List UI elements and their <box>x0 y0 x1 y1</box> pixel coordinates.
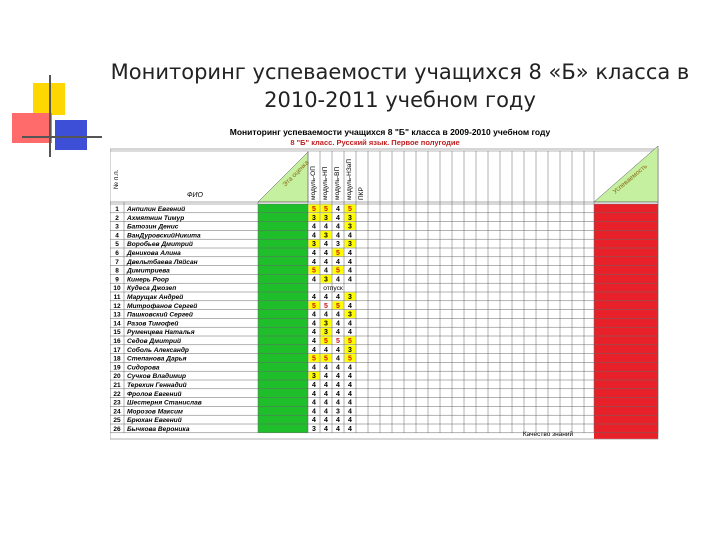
decor-red-square <box>12 113 52 143</box>
module-headers <box>310 159 365 200</box>
grades-sheet <box>110 124 670 449</box>
absence-note: отпуск <box>323 285 343 293</box>
grade-cell: 5 <box>324 302 328 310</box>
row-number: 24 <box>113 408 121 416</box>
table-row <box>113 301 352 310</box>
grade-cell: 4 <box>336 373 340 381</box>
grade-cell: 4 <box>312 382 316 389</box>
table-row <box>113 319 352 328</box>
table-row <box>115 231 352 240</box>
table-row <box>115 222 355 231</box>
grade-cell: 3 <box>324 329 328 337</box>
student-name: Анпилин Евгений <box>127 206 186 213</box>
num-header: № п.п. <box>113 169 120 189</box>
row-number: 17 <box>113 346 121 354</box>
grade-cell: 3 <box>324 320 328 328</box>
grade-cell: 4 <box>312 338 316 345</box>
table-row <box>113 337 355 346</box>
row-number: 10 <box>113 285 121 293</box>
grade-cell: 5 <box>348 338 352 345</box>
grade-cell: 5 <box>336 302 340 310</box>
grade-cell: 4 <box>336 214 340 222</box>
grade-cell: 4 <box>324 250 328 257</box>
module-header: модуль-НП <box>322 166 329 200</box>
row-number: 16 <box>113 338 121 345</box>
grade-cell: 4 <box>348 417 352 425</box>
grade-cell: 4 <box>324 364 328 372</box>
student-name: Батозин Денис <box>127 223 179 231</box>
student-name: Шестерня Станислав <box>127 399 202 407</box>
grade-cell: 4 <box>348 364 352 372</box>
grade-cell: 4 <box>324 399 328 407</box>
grade-cell: 4 <box>348 399 352 407</box>
grade-cell: 5 <box>348 206 352 213</box>
grade-cell: 4 <box>336 329 340 337</box>
row-number: 14 <box>113 320 121 328</box>
grade-cell: 3 <box>312 373 316 381</box>
table-row <box>113 328 352 337</box>
student-name: Кинерь Роор <box>127 276 169 284</box>
decor-horizontal-line <box>22 136 102 138</box>
grade-cell: 4 <box>336 258 340 266</box>
grade-cell: 4 <box>324 417 328 425</box>
grade-cell: 4 <box>348 382 352 389</box>
header-diagonal-right <box>594 146 658 202</box>
diag-left-label: Эта оценка <box>281 159 311 189</box>
grade-cell: 3 <box>324 232 328 240</box>
grade-cell: 4 <box>312 311 316 319</box>
grade-cell: 4 <box>324 382 328 389</box>
grade-cell: 3 <box>312 214 316 222</box>
name-header: ФИО <box>186 192 204 199</box>
grade-cell: 4 <box>348 250 352 257</box>
row-number: 1 <box>115 206 119 213</box>
grade-cell: 3 <box>324 276 328 284</box>
grade-cell: 3 <box>336 408 340 416</box>
grade-cell: 4 <box>348 232 352 240</box>
module-header: модуль-ВП <box>334 166 341 200</box>
grade-cell: 4 <box>312 364 316 372</box>
row-number: 18 <box>113 355 121 363</box>
grade-cell: 4 <box>324 408 328 416</box>
grade-cell: 4 <box>324 294 328 301</box>
student-name: Пашковский Сергей <box>127 311 193 319</box>
row-number: 19 <box>113 364 121 372</box>
grade-cell: 3 <box>348 223 352 231</box>
grade-cell: 5 <box>348 355 352 363</box>
student-name: Митрофанов Сергей <box>127 302 198 310</box>
table-row <box>113 310 355 319</box>
row-number: 2 <box>115 214 119 222</box>
module-header: ПКР <box>358 187 365 200</box>
grade-cell: 4 <box>312 320 316 328</box>
row-number: 6 <box>115 250 119 257</box>
grade-cell: 4 <box>312 258 316 266</box>
row-number: 9 <box>115 276 119 284</box>
student-name: Терехин Геннадий <box>127 382 187 389</box>
row-number: 20 <box>113 373 121 381</box>
grade-cell: 5 <box>312 302 316 310</box>
quality-label: Качество знаний <box>522 431 574 438</box>
slide-title <box>100 58 700 114</box>
student-name: Руменцева Наталья <box>127 329 195 337</box>
row-number: 7 <box>115 258 119 266</box>
student-name: Морозов Максим <box>127 408 183 416</box>
grade-cell: 4 <box>324 390 328 398</box>
grade-cell: 4 <box>348 276 352 284</box>
table-row <box>113 354 355 363</box>
row-number: 26 <box>113 426 121 433</box>
row-number: 22 <box>113 390 121 398</box>
student-name: Седов Дмитрий <box>127 338 182 345</box>
grade-cell: 3 <box>348 311 352 319</box>
table-row <box>113 408 352 415</box>
grade-cell: 4 <box>324 311 328 319</box>
grade-cell: 4 <box>312 417 316 425</box>
grade-cell: 4 <box>336 311 340 319</box>
table-row <box>113 345 355 354</box>
table-rows <box>113 205 355 434</box>
grade-cell: 4 <box>324 241 328 249</box>
grade-cell: 4 <box>348 373 352 381</box>
grade-cell: 4 <box>336 426 340 433</box>
grades-table <box>110 124 670 444</box>
grade-cell: 4 <box>312 276 316 284</box>
table-row <box>113 363 352 371</box>
grade-cell: 4 <box>324 346 328 354</box>
student-name: Разов Тимофей <box>127 320 179 328</box>
grade-cell: 4 <box>324 267 328 275</box>
student-name: Брюхан Евгений <box>127 417 182 425</box>
header-diagonal-green <box>258 152 311 202</box>
grade-cell: 4 <box>324 373 328 381</box>
student-name: Воробьев Дмитрий <box>127 241 193 249</box>
grade-cell: 5 <box>336 267 340 275</box>
table-row <box>115 205 355 214</box>
table-row <box>113 400 352 407</box>
grade-cell: 5 <box>324 338 328 345</box>
table-row <box>115 266 352 275</box>
grade-cell: 4 <box>336 276 340 284</box>
row-number: 21 <box>113 382 121 389</box>
table-row <box>113 372 352 381</box>
grade-cell: 4 <box>336 417 340 425</box>
decor-vertical-line <box>49 75 51 157</box>
grade-cell: 5 <box>324 206 328 213</box>
student-name: Сучков Владимир <box>127 373 187 381</box>
grade-cell: 4 <box>336 294 340 301</box>
student-name: Сидорова <box>127 364 160 372</box>
grade-cell: 4 <box>348 258 352 266</box>
table-row <box>113 416 352 424</box>
grade-cell: 4 <box>348 320 352 328</box>
grade-cell: 4 <box>336 320 340 328</box>
table-row <box>115 249 352 258</box>
grade-cell: 4 <box>324 223 328 231</box>
sheet-header-line1: Мониторинг успеваемости учащихся 8 "Б" класса в 2009-2010 учебном году <box>229 127 551 137</box>
grade-cell: 4 <box>348 390 352 398</box>
grade-cell: 4 <box>336 382 340 389</box>
grade-cell: 4 <box>348 426 352 433</box>
decor-blue-square <box>55 120 87 150</box>
grade-cell: 3 <box>348 346 352 354</box>
grade-cell: 5 <box>312 355 316 363</box>
diag-right-label: Успеваемость <box>611 162 649 196</box>
grade-cell: 4 <box>312 232 316 240</box>
grade-cell: 3 <box>312 241 316 249</box>
table-row <box>113 381 352 389</box>
student-name: ВанДуровскийНикита <box>127 232 201 240</box>
table-row <box>115 275 352 284</box>
grade-cell: 4 <box>336 364 340 372</box>
grade-cell: 4 <box>336 355 340 363</box>
grade-cell: 3 <box>336 241 340 249</box>
row-number: 15 <box>113 329 121 337</box>
row-number: 23 <box>113 399 121 407</box>
row-number: 11 <box>113 294 121 301</box>
grade-cell: 5 <box>336 250 340 257</box>
student-name: Кудеса Джозеп <box>127 285 177 293</box>
table-row <box>113 284 342 292</box>
grade-cell: 4 <box>312 329 316 337</box>
grade-cell: 4 <box>336 399 340 407</box>
student-name: Фролов Евгений <box>127 390 182 398</box>
grade-cell: 4 <box>312 250 316 257</box>
grade-cell: 4 <box>336 232 340 240</box>
student-name: Димитриева <box>127 267 170 275</box>
grade-cell: 4 <box>312 408 316 416</box>
grade-cell: 4 <box>336 390 340 398</box>
grade-cell: 4 <box>348 302 352 310</box>
grade-cell: 5 <box>324 355 328 363</box>
table-row <box>115 213 355 222</box>
module-header: модуль-ОП <box>310 166 317 200</box>
student-name: Марущак Андрей <box>127 294 184 301</box>
table-row <box>114 293 356 302</box>
student-name: Степанова Дарья <box>127 355 187 363</box>
table-row <box>113 390 352 398</box>
student-name: Соболь Александр <box>127 346 189 354</box>
grade-cell: 3 <box>348 241 352 249</box>
grade-cell: 3 <box>324 214 328 222</box>
row-number: 12 <box>113 302 121 310</box>
row-number: 3 <box>115 223 119 231</box>
slide-title-line1: Мониторинг успеваемости учащихся 8 «Б» класса в <box>110 60 690 84</box>
slide-title-line2: 2010-2011 учебном году <box>264 88 536 112</box>
table-row <box>115 240 355 249</box>
grade-cell: 4 <box>336 346 340 354</box>
row-number: 8 <box>115 267 119 275</box>
sheet-header-line2: 8 "Б" класс. Русский язык. Первое полугодие <box>290 138 460 147</box>
grade-cell: 4 <box>324 258 328 266</box>
grade-cell: 4 <box>336 206 340 213</box>
grade-cell: 4 <box>312 390 316 398</box>
grade-cell: 4 <box>324 426 328 433</box>
grade-cell: 5 <box>336 338 340 345</box>
row-number: 5 <box>115 241 119 249</box>
grade-cell: 5 <box>312 267 316 275</box>
row-number: 25 <box>113 417 121 425</box>
grade-cell: 4 <box>312 294 316 301</box>
student-name: Ахмятнин Тимур <box>127 214 185 222</box>
table-row <box>113 426 352 433</box>
grade-cell: 5 <box>312 206 316 213</box>
row-number: 13 <box>113 311 121 319</box>
grade-cell: 4 <box>336 223 340 231</box>
grade-cell: 4 <box>348 408 352 416</box>
grade-cell: 3 <box>312 426 316 433</box>
grade-cell: 4 <box>348 329 352 337</box>
grade-cell: 3 <box>348 294 352 301</box>
module-header: модуль-НЗаП <box>346 158 353 200</box>
table-row <box>115 258 352 266</box>
row-number: 4 <box>115 232 119 240</box>
grade-cell: 4 <box>312 223 316 231</box>
grade-cell: 4 <box>348 267 352 275</box>
student-name: Бычкова Вероника <box>127 426 190 433</box>
student-name: Деникова Алина <box>127 250 181 257</box>
student-name: Двельтбаева Ляйсан <box>127 258 198 266</box>
grade-cell: 3 <box>348 214 352 222</box>
grade-cell: 4 <box>312 399 316 407</box>
grade-cell: 4 <box>312 346 316 354</box>
